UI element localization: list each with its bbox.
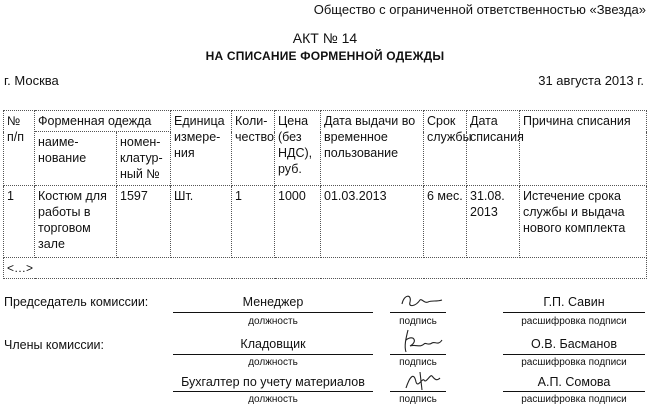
header-nomenclature: номен-клатур-ный № [117,132,171,186]
position-caption-1: должность [248,316,298,327]
members-label: Члены комиссии: [4,338,105,352]
position-1: Менеджер [242,295,304,309]
chairman-label: Председатель комиссии: [4,295,149,309]
position-line-3 [173,391,373,392]
header-clothing: Форменная одежда [35,111,171,132]
handwritten-signature-1 [398,290,444,314]
cell-qty: 1 [232,186,275,258]
writeoff-table [3,110,647,279]
signature-caption-3: подпись [399,394,437,405]
position-2: Кладовщик [240,337,306,351]
position-caption-3: должность [248,394,298,405]
name-1: Г.П. Савин [543,295,605,309]
name-line-1 [503,312,645,313]
cell-issue-date: 01.03.2013 [321,186,424,258]
header-unit: Единица измере-ния [171,111,232,186]
name-line-3 [503,391,645,392]
organization-name: Общество с ограниченной ответственностью «Звезда» [313,2,646,17]
position-line-2 [173,354,373,355]
header-writeoff-date: Дата списания [467,111,520,186]
handwritten-signature-3 [402,368,442,392]
table-ellipsis: <…> [4,258,647,279]
decoding-caption-3: расшифровка подписи [521,394,627,405]
position-line-1 [173,312,373,313]
cell-nomenclature: 1597 [117,186,171,258]
act-title: АКТ № 14 [292,30,358,46]
act-subtitle: НА СПИСАНИЕ ФОРМЕННОЙ ОДЕЖДЫ [205,49,445,63]
header-num: № п/п [4,111,35,186]
city: г. Москва [4,73,59,88]
cell-unit: Шт. [171,186,232,258]
cell-reason: Истечение срока службы и выдача нового комплекта [520,186,647,258]
header-term: Срок службы [424,111,467,186]
header-qty: Коли-чество [232,111,275,186]
cell-name: Костюм для работы в торговом зале [35,186,117,258]
name-line-2 [503,354,645,355]
act-date: 31 августа 2013 г. [538,73,644,88]
cell-writeoff-date: 31.08. 2013 [467,186,520,258]
signature-caption-1: подпись [399,316,437,327]
header-price: Цена (без НДС), руб. [275,111,321,186]
signature-caption-2: подпись [399,357,437,368]
decoding-caption-1: расшифровка подписи [521,316,627,327]
cell-price: 1000 [275,186,321,258]
position-3: Бухгалтер по учету материалов [181,375,365,389]
name-2: О.В. Басманов [531,337,617,351]
header-reason: Причина списания [520,111,647,186]
header-name: наиме-нование [35,132,117,186]
cell-term: 6 мес. [424,186,467,258]
table-row [4,186,647,258]
name-3: А.П. Сомова [537,375,611,389]
position-caption-2: должность [248,357,298,368]
handwritten-signature-2 [400,326,444,356]
decoding-caption-2: расшифровка подписи [521,357,627,368]
cell-num: 1 [4,186,35,258]
header-issue-date: Дата выдачи во временное пользование [321,111,424,186]
